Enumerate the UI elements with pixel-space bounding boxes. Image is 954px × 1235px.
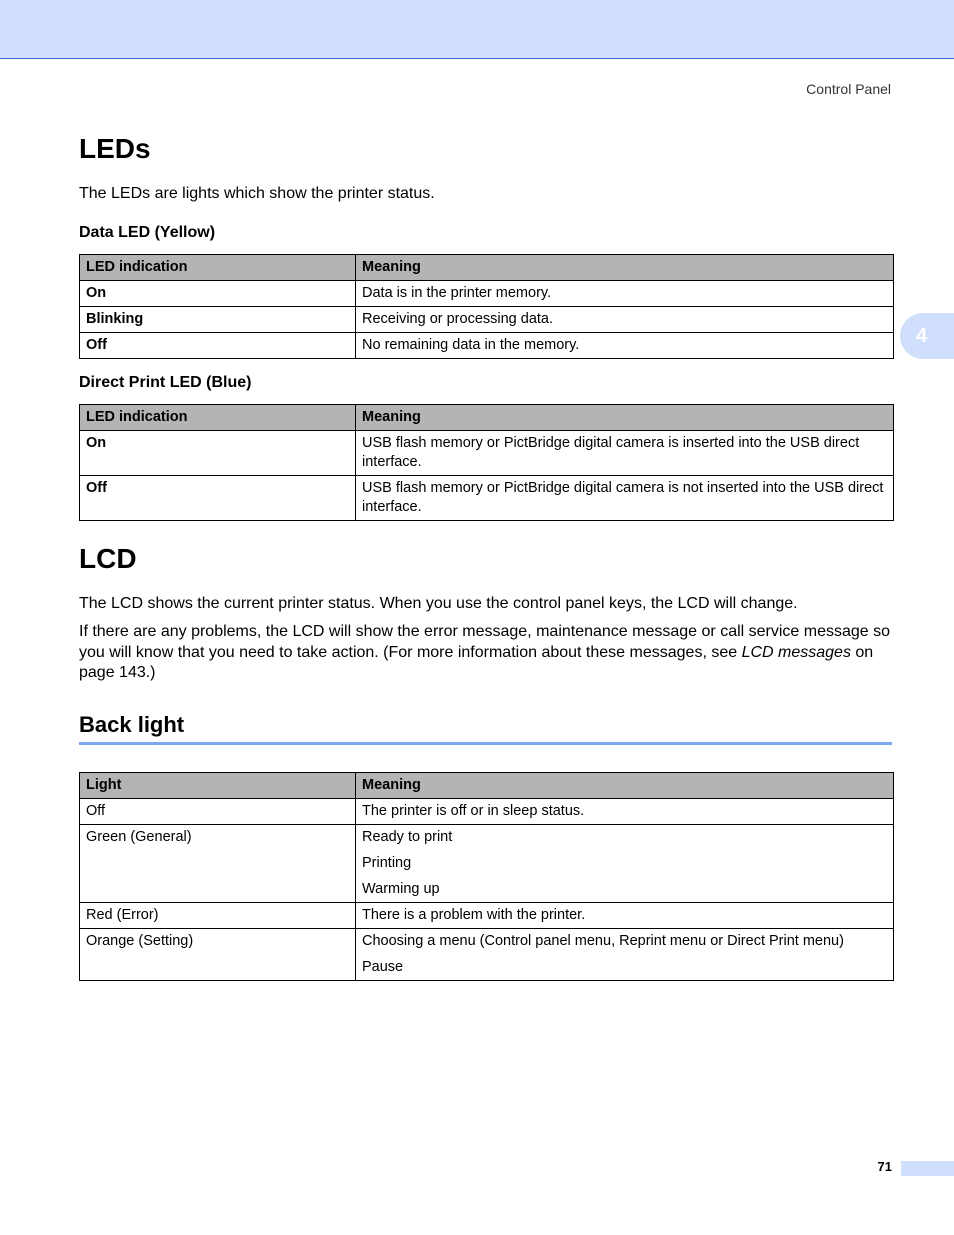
table-row: [80, 929, 894, 981]
leds-intro: The LEDs are lights which show the printer status.: [79, 185, 435, 202]
meaning-line: Pause: [362, 959, 404, 975]
running-header: Control Panel: [806, 81, 891, 97]
data-led-table: [79, 254, 894, 359]
heading-rule: [79, 742, 892, 745]
meaning-line: Warming up: [362, 881, 440, 897]
light-state: Off: [80, 799, 356, 825]
light-state: Red (Error): [80, 903, 356, 929]
column-header: LED indication: [80, 405, 356, 431]
meaning-line: Choosing a menu (Control panel menu, Reprint menu or Direct Print menu): [362, 933, 844, 949]
lcd-paragraph-2: [79, 622, 893, 684]
page-number: 71: [877, 1159, 892, 1174]
meaning-line: Ready to print: [362, 829, 453, 845]
table-row: [80, 431, 894, 476]
chapter-number: 4: [916, 324, 928, 347]
table-row: [80, 476, 894, 521]
column-header: LED indication: [80, 255, 356, 281]
page-tab: [901, 1161, 954, 1176]
back-light-table: [79, 772, 894, 981]
meaning-line: The printer is off or in sleep status.: [362, 803, 585, 819]
table-row: [80, 903, 894, 929]
meaning-line: Printing: [362, 855, 412, 871]
table-row: [80, 799, 894, 825]
meaning-line: There is a problem with the printer.: [362, 907, 586, 923]
chapter-tab: [900, 313, 954, 359]
column-header: Meaning: [356, 255, 894, 281]
leds-heading: LEDs: [79, 133, 151, 164]
light-meaning: [356, 799, 894, 825]
column-header: Meaning: [356, 773, 894, 799]
direct-print-led-table: [79, 404, 894, 521]
lcd-paragraph-1: The LCD shows the current printer status. When you use the control panel keys, the LCD will change.: [79, 595, 798, 612]
led-indication: Blinking: [80, 307, 356, 333]
light-state: Orange (Setting): [80, 929, 356, 981]
led-indication: Off: [80, 476, 356, 521]
led-meaning: No remaining data in the memory.: [356, 333, 894, 359]
light-state: Green (General): [80, 825, 356, 903]
table-row: [80, 307, 894, 333]
table-row: [80, 825, 894, 903]
light-meaning: [356, 903, 894, 929]
table-header-row: [80, 255, 894, 281]
led-meaning: USB flash memory or PictBridge digital camera is inserted into the USB direct interface.: [356, 431, 894, 476]
table-row: [80, 333, 894, 359]
top-header-band: [0, 0, 954, 59]
light-meaning: [356, 825, 894, 903]
lcd-paragraph-2-tail: on page 143.): [79, 643, 874, 681]
data-led-heading: Data LED (Yellow): [79, 224, 216, 241]
table-header-row: [80, 405, 894, 431]
led-meaning: USB flash memory or PictBridge digital camera is not inserted into the USB direct interface.: [356, 476, 894, 521]
led-meaning: Data is in the printer memory.: [356, 281, 894, 307]
light-meaning: [356, 929, 894, 981]
led-meaning: Receiving or processing data.: [356, 307, 894, 333]
table-header-row: [80, 773, 894, 799]
column-header: Meaning: [356, 405, 894, 431]
lcd-messages-link[interactable]: LCD messages: [741, 643, 851, 661]
lcd-heading: LCD: [79, 543, 137, 574]
back-light-heading: Back light: [79, 712, 185, 737]
led-indication: Off: [80, 333, 356, 359]
led-indication: On: [80, 281, 356, 307]
table-row: [80, 281, 894, 307]
led-indication: On: [80, 431, 356, 476]
direct-print-led-heading: Direct Print LED (Blue): [79, 374, 252, 391]
column-header: Light: [80, 773, 356, 799]
lcd-paragraph-2-text: If there are any problems, the LCD will show the error message, maintenance message or call service message so you will know that you need to take action. (For more information about these messages, see: [79, 623, 891, 661]
